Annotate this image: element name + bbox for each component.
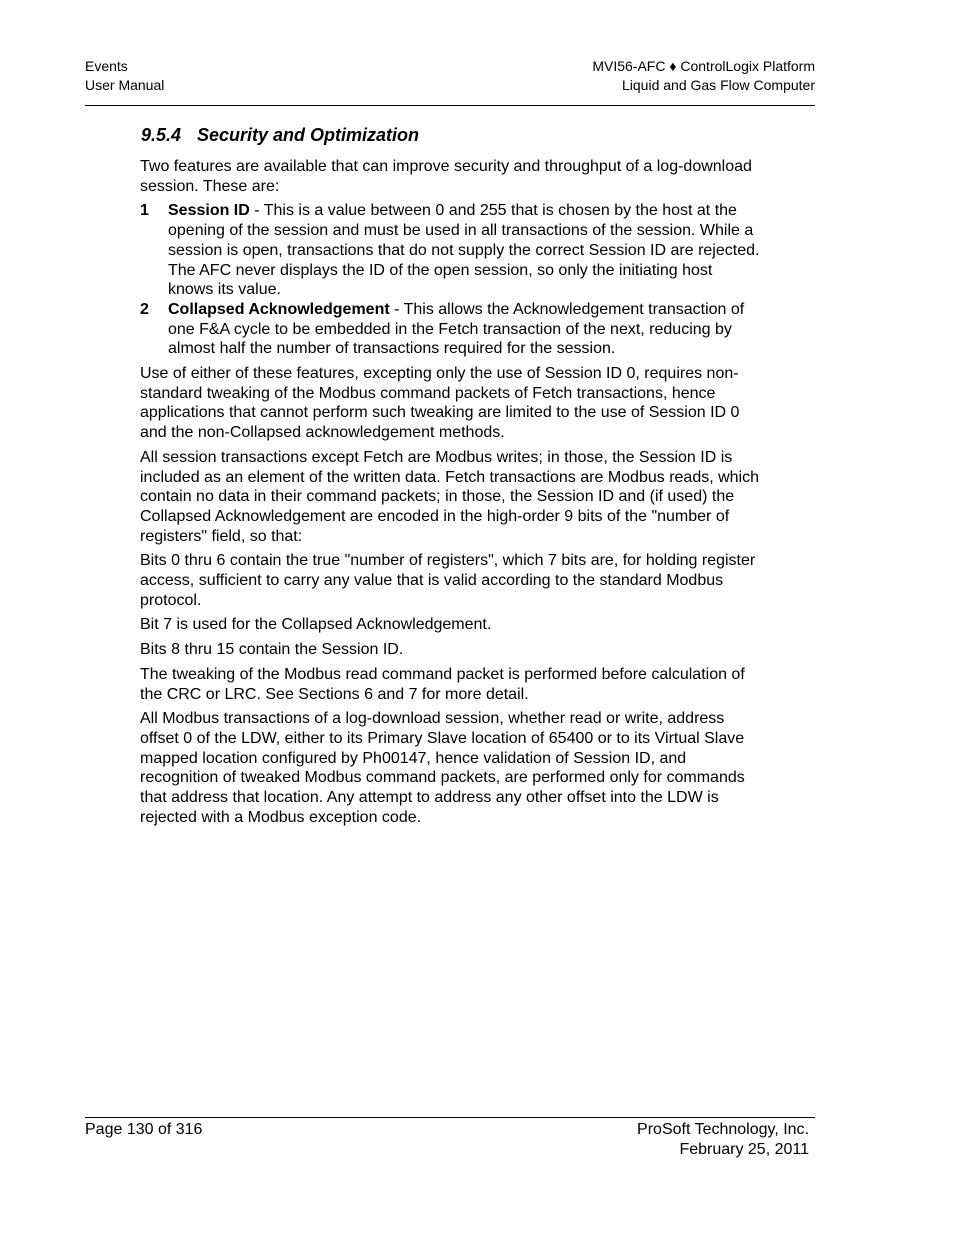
- footer-divider: [85, 1117, 815, 1118]
- list-item-term: Collapsed Acknowledgement: [168, 300, 390, 318]
- header-document-type: User Manual: [85, 77, 165, 93]
- footer-date: February 25, 2011: [679, 1141, 809, 1158]
- list-item-text: - This is a value between 0 and 255 that is chosen by the host at the opening of the session and must be used in all transactions of the session. While a session is open, transactions that do not supply the correct Session ID are rejected. The AFC never displays the ID of the open session, so only the initiating host knows its value.: [168, 202, 760, 299]
- header-product-name: MVI56-AFC ♦ ControlLogix Platform: [592, 58, 815, 74]
- body-paragraph: Bits 0 thru 6 contain the true "number of registers", which 7 bits are, for holding register access, sufficient to carry any value that is valid according to the standard Modbus protocol.: [140, 552, 756, 609]
- document-body: [140, 157, 760, 833]
- footer-company: ProSoft Technology, Inc.: [637, 1121, 809, 1138]
- list-item-number: 2: [140, 300, 149, 318]
- header-divider: [85, 105, 815, 106]
- list-item: [140, 201, 760, 300]
- body-paragraph: Bit 7 is used for the Collapsed Acknowledgement.: [140, 616, 492, 634]
- body-paragraph: Bits 8 thru 15 contain the Session ID.: [140, 641, 404, 659]
- list-item: [140, 300, 760, 359]
- header-section-name: Events: [85, 58, 128, 74]
- section-heading: [141, 125, 419, 146]
- intro-paragraph: Two features are available that can improve security and throughput of a log-download session. These are:: [140, 158, 752, 195]
- section-title: Security and Optimization: [197, 125, 420, 145]
- body-paragraph: All Modbus transactions of a log-download session, whether read or write, address offset 0 of the LDW, either to its Primary Slave location of 65400 or to its Virtual Slave mapped location configured by Ph00147, hence validation of Session ID, and recognition of tweaked Modbus command packets, are performed only for commands that address that location. Any attempt to address any other offset into the LDW is rejected with a Modbus exception code.: [140, 710, 745, 826]
- page-number: Page 130 of 316: [85, 1121, 203, 1138]
- body-paragraph: Use of either of these features, excepting only the use of Session ID 0, requires non-standard tweaking of the Modbus command packets of Fetch transactions, hence applications that cannot perform such tweaking are limited to the use of Session ID 0 and the non-Collapsed acknowledgement methods.: [140, 365, 740, 442]
- header-product-description: Liquid and Gas Flow Computer: [622, 77, 815, 93]
- body-paragraph: All session transactions except Fetch are Modbus writes; in those, the Session ID is included as an element of the written data. Fetch transactions are Modbus reads, which contain no data in their command packets; in those, the Session ID and (if used) the Collapsed Acknowledgement are encoded in the high-order 9 bits of the "number of registers" field, so that:: [140, 448, 760, 545]
- list-item-text: - This allows the Acknowledgement transaction of one F&A cycle to be embedded in the Fetch transaction of the next, reducing by almost half the number of transactions required for the session.: [168, 300, 745, 358]
- list-item-number: 1: [140, 202, 149, 220]
- body-paragraph: The tweaking of the Modbus read command packet is performed before calculation of the CRC or LRC. See Sections 6 and 7 for more detail.: [140, 665, 745, 703]
- list-item-term: Session ID: [168, 202, 250, 220]
- section-number: 9.5.4: [141, 125, 182, 145]
